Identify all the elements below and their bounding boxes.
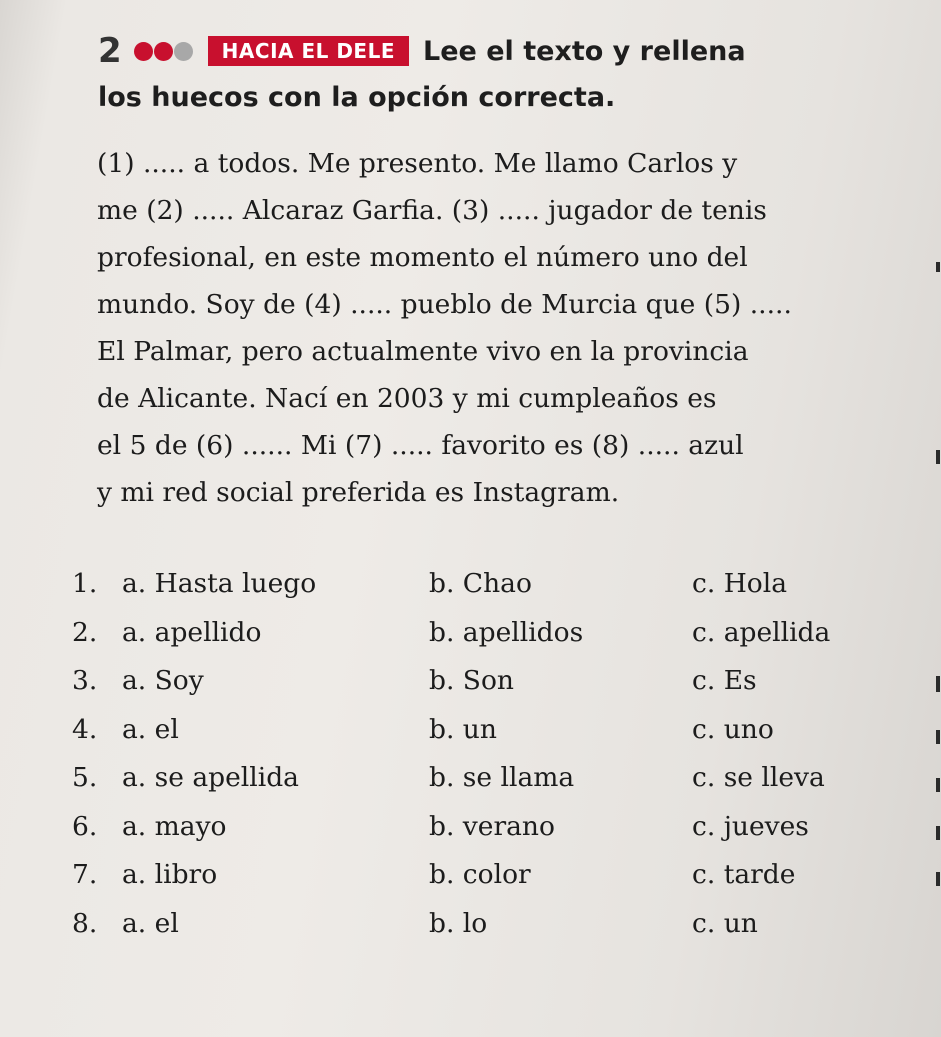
option-c: c. jueves bbox=[692, 810, 809, 842]
option-c: c. apellida bbox=[692, 616, 831, 648]
option-row bbox=[72, 657, 892, 706]
option-row bbox=[72, 900, 892, 949]
page-edge-mark bbox=[936, 262, 940, 272]
option-c: c. Es bbox=[692, 665, 757, 696]
reading-passage bbox=[97, 140, 897, 516]
option-a: a. Hasta luego bbox=[122, 568, 317, 599]
page-edge-mark bbox=[936, 826, 940, 840]
passage-line: profesional, en este momento el número uno del bbox=[97, 242, 748, 273]
difficulty-dot-filled-icon bbox=[154, 42, 173, 61]
option-b: b. color bbox=[429, 859, 531, 890]
option-c: c. se lleva bbox=[692, 762, 825, 793]
passage-line: el 5 de (6) ...... Mi (7) ..... favorito es (8) ..... azul bbox=[97, 430, 744, 461]
difficulty-dots-icon bbox=[134, 42, 194, 61]
option-a: a. apellido bbox=[122, 616, 262, 648]
option-b: b. apellidos bbox=[429, 616, 584, 648]
question-number: 7. bbox=[72, 859, 98, 890]
question-number: 6. bbox=[72, 810, 98, 842]
question-number: 1. bbox=[72, 568, 98, 599]
page-edge-mark bbox=[936, 872, 940, 886]
option-row bbox=[72, 560, 892, 609]
option-row bbox=[72, 609, 892, 658]
instruction-line-2: los huecos con la opción correcta. bbox=[98, 82, 616, 113]
difficulty-dot-filled-icon bbox=[134, 42, 153, 61]
passage-line: mundo. Soy de (4) ..... pueblo de Murcia que (5) ..... bbox=[97, 289, 792, 320]
difficulty-dot-empty-icon bbox=[174, 42, 193, 61]
option-c: c. uno bbox=[692, 713, 774, 745]
answer-options bbox=[72, 560, 892, 948]
option-a: a. libro bbox=[122, 859, 218, 890]
option-b: b. se llama bbox=[429, 762, 575, 793]
exercise-header bbox=[98, 26, 918, 76]
option-b: b. lo bbox=[429, 907, 488, 939]
option-a: a. Soy bbox=[122, 665, 204, 696]
option-c: c. Hola bbox=[692, 568, 788, 599]
question-number: 8. bbox=[72, 907, 98, 939]
dele-badge: HACIA EL DELE bbox=[208, 36, 409, 66]
passage-line: (1) ..... a todos. Me presento. Me llamo Carlos y bbox=[97, 148, 738, 179]
passage-line: El Palmar, pero actualmente vivo en la provincia bbox=[97, 336, 749, 367]
passage-line: y mi red social preferida es Instagram. bbox=[97, 477, 620, 508]
option-row bbox=[72, 706, 892, 755]
exercise-number: 2 bbox=[98, 31, 122, 71]
passage-line: de Alicante. Nací en 2003 y mi cumpleaños es bbox=[97, 383, 717, 414]
option-c: c. tarde bbox=[692, 859, 796, 890]
question-number: 4. bbox=[72, 713, 98, 745]
option-a: a. el bbox=[122, 713, 179, 745]
option-b: b. Son bbox=[429, 665, 514, 696]
option-row bbox=[72, 851, 892, 900]
question-number: 3. bbox=[72, 665, 98, 696]
option-c: c. un bbox=[692, 907, 758, 939]
page-edge-mark bbox=[936, 676, 940, 692]
page-edge-mark bbox=[936, 778, 940, 792]
option-b: b. un bbox=[429, 713, 497, 745]
question-number: 2. bbox=[72, 616, 98, 648]
option-row bbox=[72, 754, 892, 803]
option-a: a. se apellida bbox=[122, 762, 299, 793]
page-edge-mark bbox=[936, 450, 940, 464]
option-b: b. verano bbox=[429, 810, 555, 842]
page-edge-mark bbox=[936, 730, 940, 744]
option-b: b. Chao bbox=[429, 568, 532, 599]
option-a: a. el bbox=[122, 907, 179, 939]
passage-line: me (2) ..... Alcaraz Garfia. (3) ..... jugador de tenis bbox=[97, 195, 767, 226]
option-a: a. mayo bbox=[122, 810, 227, 842]
option-row bbox=[72, 803, 892, 852]
instruction-line-1: Lee el texto y rellena bbox=[423, 35, 746, 67]
question-number: 5. bbox=[72, 762, 98, 793]
